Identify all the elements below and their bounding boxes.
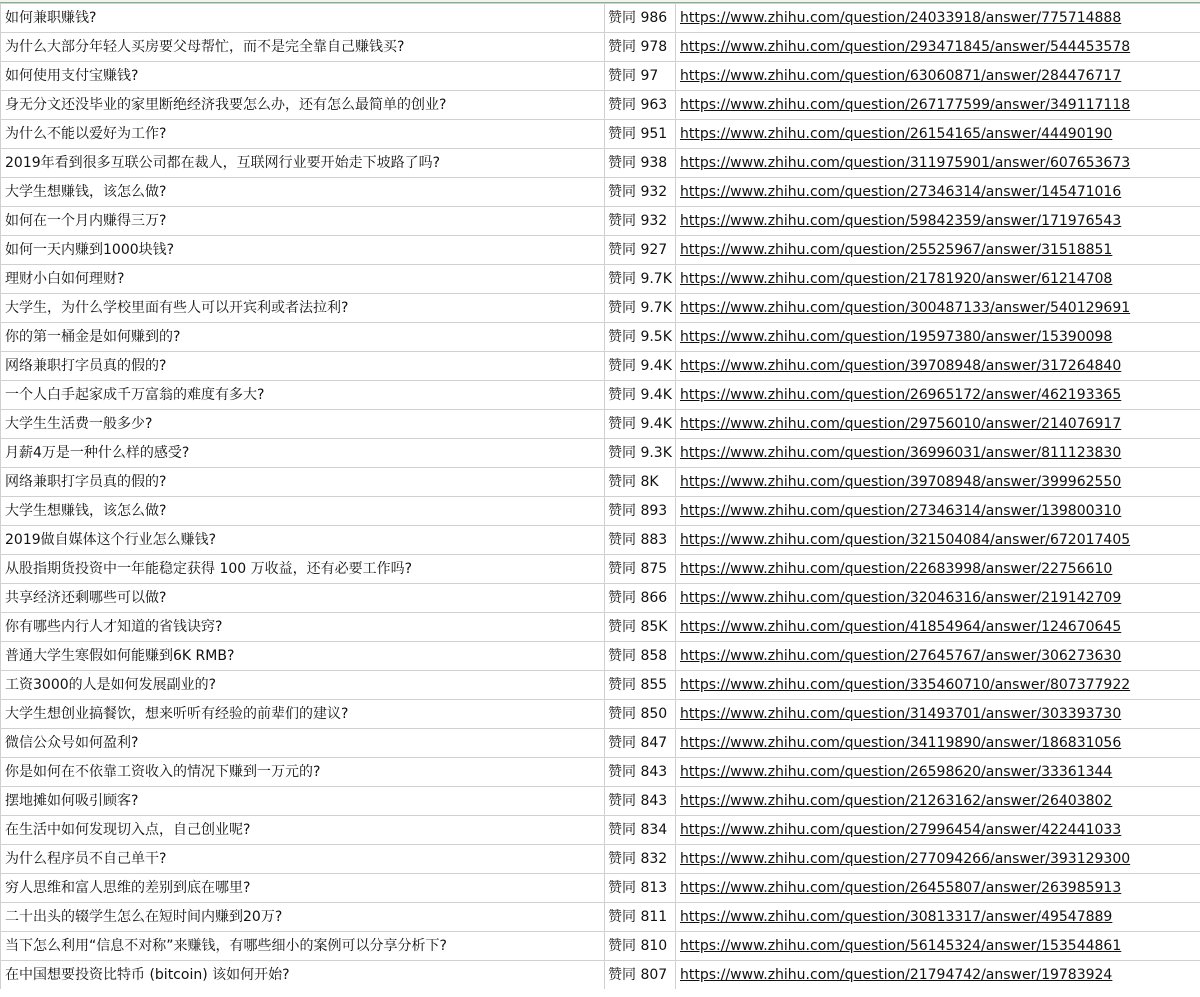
votes-cell[interactable]: 赞同 9.4K — [605, 352, 676, 381]
table-row[interactable] — [1, 671, 1200, 700]
table-row[interactable] — [1, 816, 1200, 845]
question-cell[interactable]: 大学生，为什么学校里面有些人可以开宾利或者法拉利? — [1, 294, 605, 323]
table-row[interactable] — [1, 439, 1200, 468]
question-cell[interactable]: 二十出头的辍学生怎么在短时间内赚到20万? — [1, 903, 605, 932]
votes-cell[interactable]: 赞同 832 — [605, 845, 676, 874]
answer-link[interactable]: https://www.zhihu.com/question/39708948/answer/399962550 — [680, 474, 1122, 490]
answer-link[interactable]: https://www.zhihu.com/question/21794742/answer/19783924 — [680, 967, 1113, 983]
question-cell[interactable]: 2019做自媒体这个行业怎么赚钱? — [1, 526, 605, 555]
answer-link[interactable]: https://www.zhihu.com/question/21263162/answer/26403802 — [680, 793, 1113, 809]
table-row[interactable] — [1, 642, 1200, 671]
votes-cell[interactable]: 赞同 893 — [605, 497, 676, 526]
answer-link[interactable]: https://www.zhihu.com/question/27346314/answer/145471016 — [680, 184, 1122, 200]
url-cell[interactable] — [676, 149, 1200, 178]
table-row[interactable] — [1, 265, 1200, 294]
table-row[interactable] — [1, 758, 1200, 787]
answer-link[interactable]: https://www.zhihu.com/question/300487133/answer/540129691 — [680, 300, 1131, 316]
answer-link[interactable]: https://www.zhihu.com/question/19597380/answer/15390098 — [680, 329, 1113, 345]
table-row[interactable] — [1, 787, 1200, 816]
votes-cell[interactable]: 赞同 9.4K — [605, 381, 676, 410]
answer-link[interactable]: https://www.zhihu.com/question/27645767/answer/306273630 — [680, 648, 1122, 664]
votes-cell[interactable]: 赞同 978 — [605, 33, 676, 62]
votes-cell[interactable]: 赞同 807 — [605, 961, 676, 990]
table-row[interactable] — [1, 845, 1200, 874]
votes-cell[interactable]: 赞同 855 — [605, 671, 676, 700]
question-cell[interactable]: 穷人思维和富人思维的差别到底在哪里? — [1, 874, 605, 903]
question-cell[interactable]: 在中国想要投资比特币 (bitcoin) 该如何开始? — [1, 961, 605, 990]
table-row[interactable] — [1, 497, 1200, 526]
question-cell[interactable]: 如何在一个月内赚得三万? — [1, 207, 605, 236]
url-cell[interactable] — [676, 62, 1200, 91]
table-row[interactable] — [1, 903, 1200, 932]
question-cell[interactable]: 身无分文还没毕业的家里断绝经济我要怎么办，还有怎么最简单的创业? — [1, 91, 605, 120]
url-cell[interactable] — [676, 845, 1200, 874]
answer-link[interactable]: https://www.zhihu.com/question/56145324/answer/153544861 — [680, 938, 1122, 954]
url-cell[interactable] — [676, 120, 1200, 149]
answer-link[interactable]: https://www.zhihu.com/question/36996031/answer/811123830 — [680, 445, 1122, 461]
question-cell[interactable]: 大学生想赚钱，该怎么做? — [1, 178, 605, 207]
answer-link[interactable]: https://www.zhihu.com/question/293471845/answer/544453578 — [680, 39, 1131, 55]
votes-cell[interactable]: 赞同 9.7K — [605, 265, 676, 294]
answer-link[interactable]: https://www.zhihu.com/question/39708948/answer/317264840 — [680, 358, 1122, 374]
table-row[interactable] — [1, 62, 1200, 91]
votes-cell[interactable]: 赞同 843 — [605, 758, 676, 787]
question-cell[interactable]: 网络兼职打字员真的假的? — [1, 468, 605, 497]
table-row[interactable] — [1, 33, 1200, 62]
question-cell[interactable]: 你的第一桶金是如何赚到的? — [1, 323, 605, 352]
url-cell[interactable] — [676, 294, 1200, 323]
votes-cell[interactable]: 赞同 9.7K — [605, 294, 676, 323]
table-row[interactable] — [1, 729, 1200, 758]
question-cell[interactable]: 如何一天内赚到1000块钱? — [1, 236, 605, 265]
votes-cell[interactable]: 赞同 963 — [605, 91, 676, 120]
question-cell[interactable]: 共享经济还剩哪些可以做? — [1, 584, 605, 613]
table-row[interactable] — [1, 555, 1200, 584]
question-cell[interactable]: 当下怎么利用“信息不对称”来赚钱，有哪些细小的案例可以分享分析下? — [1, 932, 605, 961]
question-cell[interactable]: 为什么大部分年轻人买房要父母帮忙，而不是完全靠自己赚钱买? — [1, 33, 605, 62]
votes-cell[interactable]: 赞同 9.3K — [605, 439, 676, 468]
url-cell[interactable] — [676, 584, 1200, 613]
table-row[interactable] — [1, 236, 1200, 265]
url-cell[interactable] — [676, 671, 1200, 700]
votes-cell[interactable]: 赞同 8K — [605, 468, 676, 497]
url-cell[interactable] — [676, 816, 1200, 845]
table-row[interactable] — [1, 352, 1200, 381]
question-cell[interactable]: 为什么不能以爱好为工作? — [1, 120, 605, 149]
question-cell[interactable]: 微信公众号如何盈利? — [1, 729, 605, 758]
answer-link[interactable]: https://www.zhihu.com/question/321504084/answer/672017405 — [680, 532, 1131, 548]
question-cell[interactable]: 工资3000的人是如何发展副业的? — [1, 671, 605, 700]
url-cell[interactable] — [676, 265, 1200, 294]
question-cell[interactable]: 理财小白如何理财? — [1, 265, 605, 294]
question-cell[interactable]: 你有哪些内行人才知道的省钱诀窍? — [1, 613, 605, 642]
table-row[interactable] — [1, 207, 1200, 236]
url-cell[interactable] — [676, 874, 1200, 903]
answer-link[interactable]: https://www.zhihu.com/question/41854964/answer/124670645 — [680, 619, 1122, 635]
answer-link[interactable]: https://www.zhihu.com/question/29756010/answer/214076917 — [680, 416, 1122, 432]
answer-link[interactable]: https://www.zhihu.com/question/277094266/answer/393129300 — [680, 851, 1131, 867]
url-cell[interactable] — [676, 642, 1200, 671]
votes-cell[interactable]: 赞同 9.4K — [605, 410, 676, 439]
answer-link[interactable]: https://www.zhihu.com/question/311975901/answer/607653673 — [680, 155, 1131, 171]
answer-link[interactable]: https://www.zhihu.com/question/30813317/answer/49547889 — [680, 909, 1113, 925]
answer-link[interactable]: https://www.zhihu.com/question/59842359/answer/171976543 — [680, 213, 1122, 229]
votes-cell[interactable]: 赞同 866 — [605, 584, 676, 613]
answer-link[interactable]: https://www.zhihu.com/question/32046316/answer/219142709 — [680, 590, 1122, 606]
answer-link[interactable]: https://www.zhihu.com/question/21781920/answer/61214708 — [680, 271, 1113, 287]
table-row[interactable] — [1, 294, 1200, 323]
answer-link[interactable]: https://www.zhihu.com/question/63060871/answer/284476717 — [680, 68, 1122, 84]
table-row[interactable] — [1, 526, 1200, 555]
question-cell[interactable]: 从股指期货投资中一年能稳定获得 100 万收益，还有必要工作吗? — [1, 555, 605, 584]
votes-cell[interactable]: 赞同 834 — [605, 816, 676, 845]
answer-link[interactable]: https://www.zhihu.com/question/24033918/answer/775714888 — [680, 10, 1122, 26]
question-cell[interactable]: 摆地摊如何吸引顾客? — [1, 787, 605, 816]
votes-cell[interactable]: 赞同 932 — [605, 207, 676, 236]
url-cell[interactable] — [676, 323, 1200, 352]
url-cell[interactable] — [676, 178, 1200, 207]
answer-link[interactable]: https://www.zhihu.com/question/27996454/answer/422441033 — [680, 822, 1122, 838]
url-cell[interactable] — [676, 526, 1200, 555]
url-cell[interactable] — [676, 613, 1200, 642]
question-cell[interactable]: 在生活中如何发现切入点，自己创业呢? — [1, 816, 605, 845]
answer-link[interactable]: https://www.zhihu.com/question/31493701/answer/303393730 — [680, 706, 1122, 722]
votes-cell[interactable]: 赞同 927 — [605, 236, 676, 265]
url-cell[interactable] — [676, 932, 1200, 961]
table-row[interactable] — [1, 410, 1200, 439]
question-cell[interactable]: 网络兼职打字员真的假的? — [1, 352, 605, 381]
votes-cell[interactable]: 赞同 858 — [605, 642, 676, 671]
question-cell[interactable]: 一个人白手起家成千万富翁的难度有多大? — [1, 381, 605, 410]
table-row[interactable] — [1, 120, 1200, 149]
votes-cell[interactable]: 赞同 811 — [605, 903, 676, 932]
question-cell[interactable]: 大学生生活费一般多少? — [1, 410, 605, 439]
table-row[interactable] — [1, 149, 1200, 178]
url-cell[interactable] — [676, 410, 1200, 439]
votes-cell[interactable]: 赞同 938 — [605, 149, 676, 178]
question-cell[interactable]: 如何兼职赚钱? — [1, 4, 605, 33]
answer-link[interactable]: https://www.zhihu.com/question/335460710/answer/807377922 — [680, 677, 1131, 693]
question-cell[interactable]: 大学生想创业搞餐饮，想来听听有经验的前辈们的建议? — [1, 700, 605, 729]
url-cell[interactable] — [676, 787, 1200, 816]
table-row[interactable] — [1, 932, 1200, 961]
table-row[interactable] — [1, 4, 1200, 33]
answer-link[interactable]: https://www.zhihu.com/question/26154165/answer/44490190 — [680, 126, 1113, 142]
question-cell[interactable]: 2019年看到很多互联公司都在裁人，互联网行业要开始走下坡路了吗? — [1, 149, 605, 178]
url-cell[interactable] — [676, 33, 1200, 62]
table-row[interactable] — [1, 874, 1200, 903]
url-cell[interactable] — [676, 961, 1200, 990]
votes-cell[interactable]: 赞同 85K — [605, 613, 676, 642]
votes-cell[interactable]: 赞同 813 — [605, 874, 676, 903]
url-cell[interactable] — [676, 236, 1200, 265]
url-cell[interactable] — [676, 352, 1200, 381]
table-row[interactable] — [1, 323, 1200, 352]
spreadsheet-body — [1, 4, 1200, 990]
table-row[interactable] — [1, 381, 1200, 410]
answer-link[interactable]: https://www.zhihu.com/question/22683998/answer/22756610 — [680, 561, 1113, 577]
url-cell[interactable] — [676, 439, 1200, 468]
answer-link[interactable]: https://www.zhihu.com/question/25525967/answer/31518851 — [680, 242, 1113, 258]
votes-cell[interactable]: 赞同 843 — [605, 787, 676, 816]
question-cell[interactable]: 普通大学生寒假如何能赚到6K RMB? — [1, 642, 605, 671]
url-cell[interactable] — [676, 497, 1200, 526]
question-cell[interactable]: 大学生想赚钱，该怎么做? — [1, 497, 605, 526]
url-cell[interactable] — [676, 207, 1200, 236]
votes-cell[interactable]: 赞同 847 — [605, 729, 676, 758]
votes-cell[interactable]: 赞同 97 — [605, 62, 676, 91]
votes-cell[interactable]: 赞同 883 — [605, 526, 676, 555]
votes-cell[interactable]: 赞同 9.5K — [605, 323, 676, 352]
answer-link[interactable]: https://www.zhihu.com/question/26965172/answer/462193365 — [680, 387, 1122, 403]
question-cell[interactable]: 为什么程序员不自己单干? — [1, 845, 605, 874]
question-cell[interactable]: 如何使用支付宝赚钱? — [1, 62, 605, 91]
table-row[interactable] — [1, 178, 1200, 207]
url-cell[interactable] — [676, 700, 1200, 729]
votes-cell[interactable]: 赞同 932 — [605, 178, 676, 207]
table-row[interactable] — [1, 468, 1200, 497]
answer-link[interactable]: https://www.zhihu.com/question/26598620/answer/33361344 — [680, 764, 1113, 780]
table-row[interactable] — [1, 613, 1200, 642]
table-row[interactable] — [1, 961, 1200, 990]
url-cell[interactable] — [676, 381, 1200, 410]
spreadsheet-table — [0, 3, 1200, 989]
answer-link[interactable]: https://www.zhihu.com/question/26455807/answer/263985913 — [680, 880, 1122, 896]
url-cell[interactable] — [676, 903, 1200, 932]
url-cell[interactable] — [676, 91, 1200, 120]
url-cell[interactable] — [676, 555, 1200, 584]
question-cell[interactable]: 你是如何在不依靠工资收入的情况下赚到一万元的? — [1, 758, 605, 787]
table-row[interactable] — [1, 700, 1200, 729]
votes-cell[interactable]: 赞同 875 — [605, 555, 676, 584]
votes-cell[interactable]: 赞同 810 — [605, 932, 676, 961]
votes-cell[interactable]: 赞同 951 — [605, 120, 676, 149]
table-row[interactable] — [1, 91, 1200, 120]
votes-cell[interactable]: 赞同 986 — [605, 4, 676, 33]
answer-link[interactable]: https://www.zhihu.com/question/267177599/answer/349117118 — [680, 97, 1131, 113]
votes-cell[interactable]: 赞同 850 — [605, 700, 676, 729]
url-cell[interactable] — [676, 729, 1200, 758]
url-cell[interactable] — [676, 4, 1200, 33]
question-cell[interactable]: 月薪4万是一种什么样的感受? — [1, 439, 605, 468]
url-cell[interactable] — [676, 468, 1200, 497]
url-cell[interactable] — [676, 758, 1200, 787]
answer-link[interactable]: https://www.zhihu.com/question/27346314/answer/139800310 — [680, 503, 1122, 519]
answer-link[interactable]: https://www.zhihu.com/question/34119890/answer/186831056 — [680, 735, 1122, 751]
table-row[interactable] — [1, 584, 1200, 613]
